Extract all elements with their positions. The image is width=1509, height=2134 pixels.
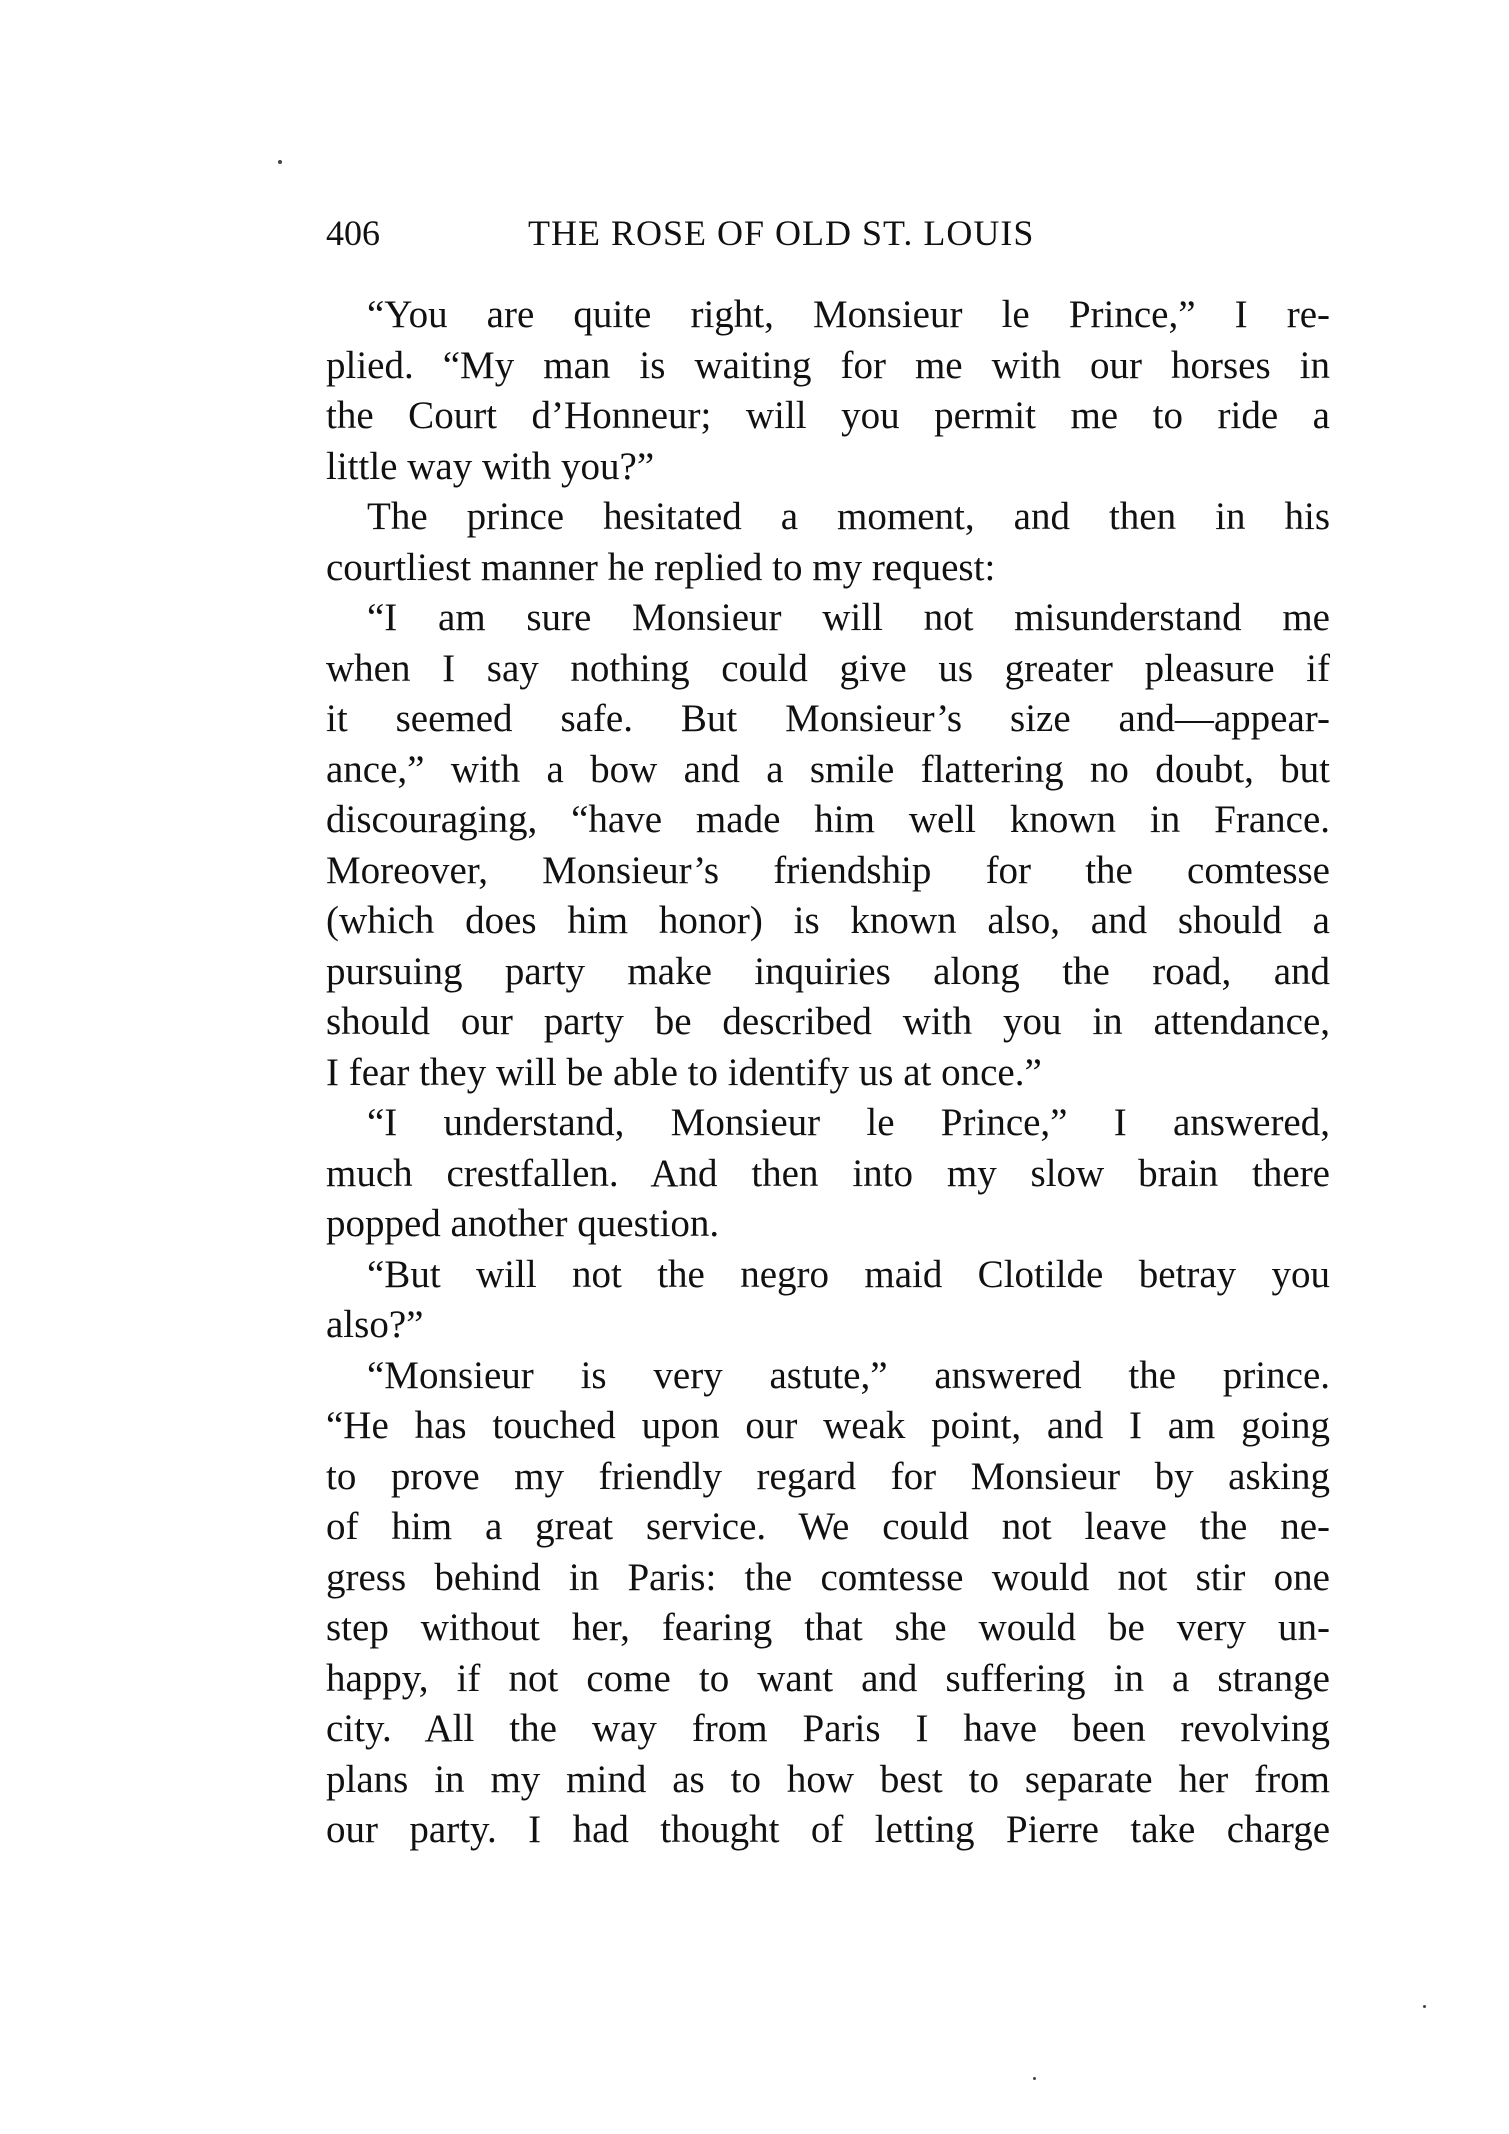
text-line: also?” — [326, 1303, 424, 1346]
text-line: “You are quite right, Monsieur le Prince,” I re- — [367, 293, 1330, 336]
text-line: “He has touched upon our weak point, and I am going — [326, 1404, 1330, 1447]
text-line: The prince hesitated a moment, and then in his — [367, 495, 1330, 538]
scan-speck — [278, 160, 282, 164]
scan-speck — [1423, 2005, 1426, 2008]
scan-speck — [1033, 2077, 1036, 2080]
text-line: ance,” with a bow and a smile flattering no doubt, but — [326, 747, 1330, 791]
text-line: plans in my mind as to how best to separate her from — [326, 1757, 1330, 1801]
text-line: should our party be described with you in attendance, — [326, 1000, 1330, 1043]
text-line: “But will not the negro maid Clotilde betray you — [367, 1252, 1330, 1296]
text-line: to prove my friendly regard for Monsieur by asking — [326, 1454, 1330, 1498]
text-line: it seemed safe. But Monsieur’s size and—appear- — [326, 697, 1330, 740]
text-line: plied. “My man is waiting for me with our horses in — [326, 343, 1330, 387]
text-line: Moreover, Monsieur’s friendship for the comtesse — [326, 848, 1330, 892]
text-line: city. All the way from Paris I have been revolving — [326, 1707, 1330, 1750]
text-line: of him a great service. We could not leave the ne- — [326, 1505, 1330, 1548]
text-line: happy, if not come to want and suffering in a strange — [326, 1656, 1330, 1700]
text-line: (which does him honor) is known also, and should a — [326, 899, 1330, 942]
text-line: step without her, fearing that she would be very un- — [326, 1606, 1330, 1649]
text-line: when I say nothing could give us greater pleasure if — [326, 646, 1330, 690]
text-line: our party. I had thought of letting Pierre take charge — [326, 1808, 1330, 1851]
text-line: gress behind in Paris: the comtesse would not stir one — [326, 1555, 1330, 1599]
page-number: 406 — [326, 213, 380, 253]
text-line: courtliest manner he replied to my request: — [326, 545, 996, 589]
text-line: “I understand, Monsieur le Prince,” I answered, — [367, 1101, 1330, 1144]
text-line: discouraging, “have made him well known in France. — [326, 798, 1330, 841]
text-line: “Monsieur is very astute,” answered the prince. — [367, 1353, 1330, 1397]
text-line: pursuing party make inquiries along the road, and — [326, 949, 1330, 993]
text-line: popped another question. — [326, 1202, 720, 1245]
running-title: THE ROSE OF OLD ST. LOUIS — [528, 213, 1035, 253]
text-line: I fear they will be able to identify us at once.” — [326, 1050, 1042, 1094]
text-line: the Court d’Honneur; will you permit me to ride a — [326, 394, 1330, 437]
text-line: much crestfallen. And then into my slow brain there — [326, 1151, 1330, 1195]
text-line: “I am sure Monsieur will not misunderstand me — [367, 596, 1330, 639]
text-line: little way with you?” — [326, 444, 655, 488]
